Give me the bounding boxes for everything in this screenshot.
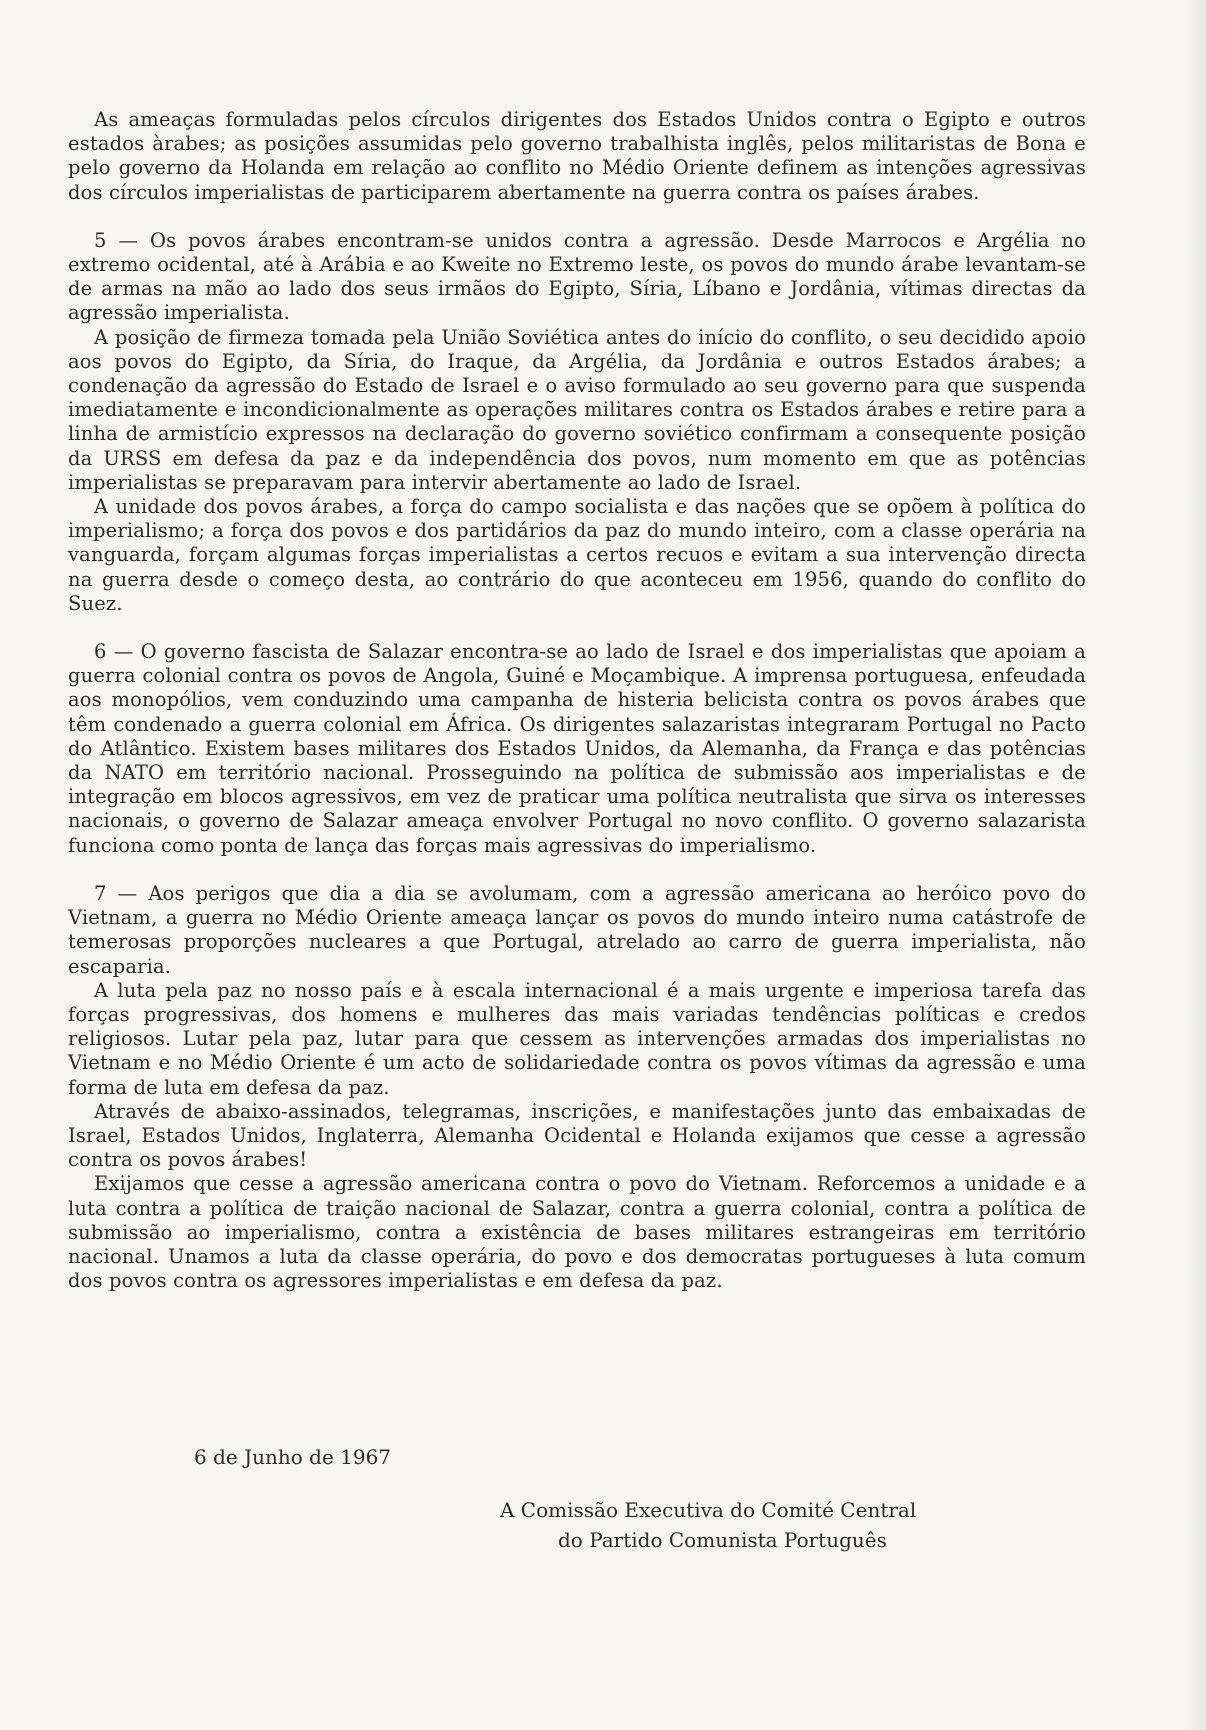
paragraph-5: 5 — Os povos árabes encontram-se unidos contra a agressão. Desde Marrocos e Argélia no extremo ocidental, até à Arábia e ao Kweite no Extremo leste, os povos do mundo árabe levantam-se de armas na mão ao lado dos seus irmãos do Egipto, Síria, Líbano e Jordânia, vítimas directas da agressão imperialista.	[68, 228, 1086, 325]
signature-line-2: do Partido Comunista Português	[558, 1528, 887, 1552]
paragraph-7-struggle: A luta pela paz no nosso país e à escala internacional é a mais urgente e imperiosa tarefa das forças progressivas, dos homens e mulheres das mais variadas tendências políticas e credos religiosos. Lutar pela paz, lutar para que cessem as intervenções armadas dos imperialistas no Vietnam e no Médio Oriente é um acto de solidariedade contra os povos vítimas da agressão e uma forma de luta em defesa da paz.	[68, 978, 1086, 1099]
signature-line-1: A Comissão Executiva do Comité Central	[500, 1498, 917, 1522]
paragraph-5-soviet-position: A posição de firmeza tomada pela União Soviética antes do início do conflito, o seu decidido apoio aos povos do Egipto, da Síria, do Iraque, da Argélia, da Jordânia e outros Estados árabes; a condenação da agressão do Estado de Israel e o aviso formulado ao seu governo para que suspenda imediatamente e incondicionalmente as operações militares contra os Estados árabes e retire para a linha de armistício expressos na declaração do governo soviético confirmam a consequente posição da URSS em defesa da paz e da independência dos povos, num momento em que as potências imperialistas se preparavam para intervir abertamente ao lado de Israel.	[68, 325, 1086, 494]
document-body	[68, 108, 1086, 1293]
paragraph-intro: As ameaças formuladas pelos círculos dirigentes dos Estados Unidos contra o Egipto e outros estados àrabes; as posições assumidas pelo governo trabalhista inglês, pelos militaristas de Bona e pelo governo da Holanda em relação ao conflito no Médio Oriente definem as intenções agressivas dos círculos imperialistas de participarem abertamente na guerra contra os países árabes.	[68, 108, 1086, 204]
signature-block	[500, 1495, 916, 1555]
document-date: 6 de Junho de 1967	[194, 1445, 392, 1469]
paragraph-5-unity: A unidade dos povos árabes, a força do campo socialista e das nações que se opõem à política do imperialismo; a força dos povos e dos partidários da paz do mundo inteiro, com a classe operária na vanguarda, forçam algumas forças imperialistas a certos recuos e evitam a sua intervenção directa na guerra desde o começo desta, ao contrário do que aconteceu em 1956, quando do conflito do Suez.	[68, 495, 1086, 615]
paragraph-7-actions: Através de abaixo-assinados, telegramas, inscrições, e manifestações junto das embaixadas de Israel, Estados Unidos, Inglaterra, Alemanha Ocidental e Holanda exijamos que cesse a agressão contra os povos árabes!	[68, 1099, 1086, 1172]
paragraph-6: 6 — O governo fascista de Salazar encontra-se ao lado de Israel e dos imperialistas que apoiam a guerra colonial contra os povos de Angola, Guiné e Moçambique. A imprensa portuguesa, enfeudada aos monopólios, vem conduzindo uma campanha de histeria belicista contra os povos árabes que têm condenado a guerra colonial em África. Os dirigentes salazaristas integraram Portugal no Pacto do Atlântico. Existem bases militares dos Estados Unidos, da Alemanha, da França e das potências da NATO em território nacional. Prosseguindo na política de submissão aos imperialistas e de integração em blocos agressivos, em vez de praticar uma política neutralista que sirva os interesses nacionais, o governo de Salazar ameaça envolver Portugal no novo conflito. O governo salazarista funciona como ponta de lança das forças mais agressivas do imperialismo.	[68, 640, 1086, 857]
paragraph-7-demands: Exijamos que cesse a agressão americana contra o povo do Vietnam. Reforcemos a unidade e a luta contra a política de traição nacional de Salazar, contra a guerra colonial, contra a política de submissão ao imperialismo, contra a existência de bases militares estrangeiras em território nacional. Unamos a luta da classe operária, do povo e dos democratas portugueses à luta comum dos povos contra os agressores imperialistas e em defesa da paz.	[68, 1172, 1086, 1293]
page-edge-shadow	[1184, 0, 1206, 1730]
paragraph-7: 7 — Aos perigos que dia a dia se avolumam, com a agressão americana ao heróico povo do Vietnam, a guerra no Médio Oriente ameaça lançar os povos do mundo inteiro numa catástrofe de temerosas proporções nucleares a que Portugal, atrelado ao carro de guerra imperialista, não escaparia.	[68, 881, 1086, 978]
